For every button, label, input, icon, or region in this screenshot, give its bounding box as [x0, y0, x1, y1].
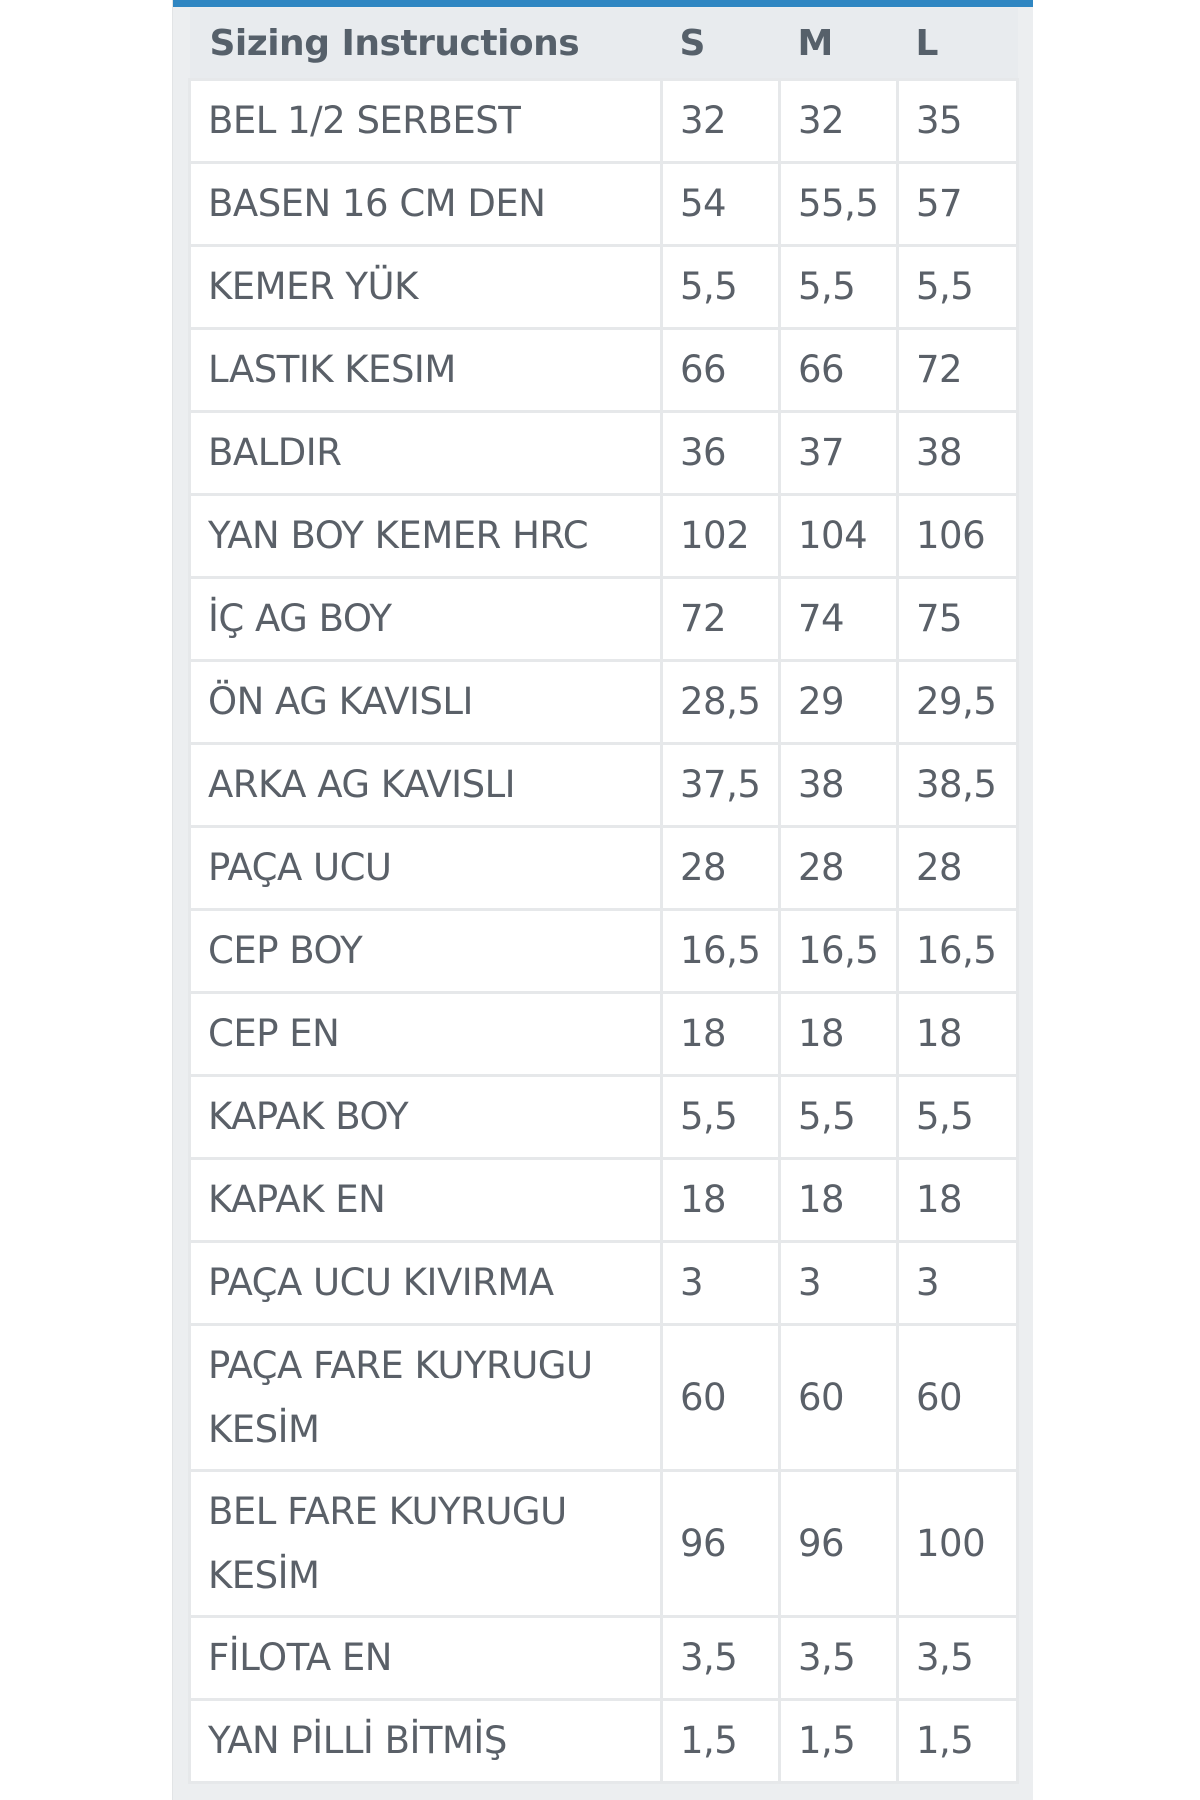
measurement-name: BEL FARE KUYRUGU KESİM [190, 1471, 662, 1617]
value-s: 32 [662, 80, 780, 163]
value-l: 5,5 [898, 1076, 1018, 1159]
table-row [190, 80, 1018, 163]
value-l: 3,5 [898, 1617, 1018, 1700]
table-row [190, 246, 1018, 329]
value-s: 60 [662, 1325, 780, 1471]
table-row [190, 661, 1018, 744]
value-s: 36 [662, 412, 780, 495]
value-l: 5,5 [898, 246, 1018, 329]
table-row [190, 1076, 1018, 1159]
value-l: 3 [898, 1242, 1018, 1325]
value-l: 29,5 [898, 661, 1018, 744]
measurement-name: KAPAK BOY [190, 1076, 662, 1159]
value-m: 18 [780, 993, 898, 1076]
table-row [190, 412, 1018, 495]
value-l: 38 [898, 412, 1018, 495]
value-l: 1,5 [898, 1700, 1018, 1783]
sizing-table [188, 8, 1019, 1784]
table-row [190, 1617, 1018, 1700]
value-l: 18 [898, 1159, 1018, 1242]
measurement-name: BEL 1/2 SERBEST [190, 80, 662, 163]
table-row [190, 1471, 1018, 1617]
measurement-name: ÖN AG KAVISLI [190, 661, 662, 744]
header-sizing-instructions: Sizing Instructions [190, 8, 662, 80]
value-l: 38,5 [898, 744, 1018, 827]
measurement-name: PAÇA UCU KIVIRMA [190, 1242, 662, 1325]
measurement-name: İÇ AG BOY [190, 578, 662, 661]
table-row [190, 993, 1018, 1076]
value-m: 96 [780, 1471, 898, 1617]
value-l: 18 [898, 993, 1018, 1076]
value-m: 16,5 [780, 910, 898, 993]
table-row [190, 1159, 1018, 1242]
value-m: 60 [780, 1325, 898, 1471]
value-m: 29 [780, 661, 898, 744]
measurement-name: LASTIK KESIM [190, 329, 662, 412]
value-m: 18 [780, 1159, 898, 1242]
value-s: 18 [662, 993, 780, 1076]
value-s: 3 [662, 1242, 780, 1325]
value-l: 100 [898, 1471, 1018, 1617]
value-m: 28 [780, 827, 898, 910]
value-l: 57 [898, 163, 1018, 246]
measurement-name: PAÇA UCU [190, 827, 662, 910]
value-l: 60 [898, 1325, 1018, 1471]
table-row [190, 1700, 1018, 1783]
value-s: 1,5 [662, 1700, 780, 1783]
measurement-name: FİLOTA EN [190, 1617, 662, 1700]
value-m: 3 [780, 1242, 898, 1325]
measurement-name: KEMER YÜK [190, 246, 662, 329]
value-s: 16,5 [662, 910, 780, 993]
value-m: 1,5 [780, 1700, 898, 1783]
measurement-name: YAN PİLLİ BİTMİŞ [190, 1700, 662, 1783]
header-row [190, 8, 1018, 80]
value-m: 37 [780, 412, 898, 495]
value-l: 72 [898, 329, 1018, 412]
value-s: 66 [662, 329, 780, 412]
table-row [190, 827, 1018, 910]
table-row [190, 163, 1018, 246]
header-size-l: L [898, 8, 1018, 80]
value-m: 32 [780, 80, 898, 163]
value-s: 5,5 [662, 246, 780, 329]
value-s: 37,5 [662, 744, 780, 827]
value-m: 38 [780, 744, 898, 827]
table-row [190, 495, 1018, 578]
measurement-name: BASEN 16 CM DEN [190, 163, 662, 246]
measurement-name: YAN BOY KEMER HRC [190, 495, 662, 578]
value-s: 72 [662, 578, 780, 661]
value-s: 28,5 [662, 661, 780, 744]
header-size-s: S [662, 8, 780, 80]
value-m: 5,5 [780, 246, 898, 329]
value-l: 28 [898, 827, 1018, 910]
value-l: 16,5 [898, 910, 1018, 993]
table-row [190, 1325, 1018, 1471]
value-m: 3,5 [780, 1617, 898, 1700]
measurement-name: ARKA AG KAVISLI [190, 744, 662, 827]
table-row [190, 329, 1018, 412]
value-m: 55,5 [780, 163, 898, 246]
table-row [190, 744, 1018, 827]
value-l: 75 [898, 578, 1018, 661]
table-row [190, 1242, 1018, 1325]
measurement-name: CEP BOY [190, 910, 662, 993]
measurement-name: BALDIR [190, 412, 662, 495]
value-s: 102 [662, 495, 780, 578]
measurement-name: CEP EN [190, 993, 662, 1076]
value-m: 104 [780, 495, 898, 578]
value-s: 96 [662, 1471, 780, 1617]
value-m: 74 [780, 578, 898, 661]
table-body [190, 80, 1018, 1783]
value-s: 3,5 [662, 1617, 780, 1700]
value-m: 5,5 [780, 1076, 898, 1159]
value-l: 106 [898, 495, 1018, 578]
header-size-m: M [780, 8, 898, 80]
value-m: 66 [780, 329, 898, 412]
value-s: 54 [662, 163, 780, 246]
measurement-name: KAPAK EN [190, 1159, 662, 1242]
value-l: 35 [898, 80, 1018, 163]
value-s: 28 [662, 827, 780, 910]
table-row [190, 910, 1018, 993]
value-s: 5,5 [662, 1076, 780, 1159]
table-header [190, 8, 1018, 80]
measurement-name: PAÇA FARE KUYRUGU KESİM [190, 1325, 662, 1471]
value-s: 18 [662, 1159, 780, 1242]
table-row [190, 578, 1018, 661]
